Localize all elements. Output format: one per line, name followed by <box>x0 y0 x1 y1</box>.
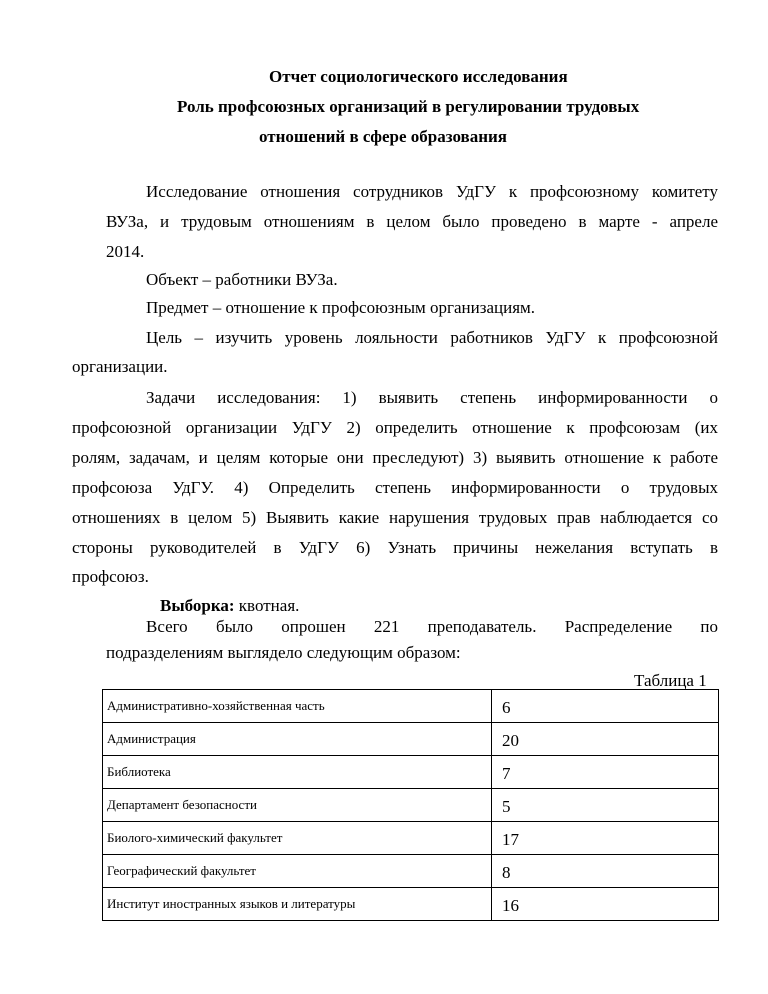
subject-line: Предмет – отношение к профсоюзным организациям. <box>146 298 536 317</box>
report-subtitle-line2: отношений в сфере образования <box>259 127 507 146</box>
sample-line <box>160 596 299 616</box>
respondent-count: 16 <box>492 888 719 921</box>
total-line-1: Всего было опрошен 221 преподаватель. Распределение по <box>146 617 718 636</box>
intro-line-1: Исследование отношения сотрудников УдГУ к профсоюзному комитету <box>146 182 718 201</box>
respondent-count: 7 <box>492 756 719 789</box>
tasks-line-5: отношениях в целом 5) Выявить какие нарушения трудовых прав наблюдается со <box>72 508 718 527</box>
tasks-line-6: стороны руководителей в УдГУ 6) Узнать причины нежелания вступать в <box>72 538 718 557</box>
department-name: Биолого-химический факультет <box>103 822 492 855</box>
department-name: Институт иностранных языков и литературы <box>103 888 492 921</box>
tasks-line-2: профсоюзной организации УдГУ 2) определить отношение к профсоюзам (их <box>72 418 718 437</box>
department-name: Департамент безопасности <box>103 789 492 822</box>
goal-line-1: Цель – изучить уровень лояльности работников УдГУ к профсоюзной <box>146 328 718 347</box>
object-line: Объект – работники ВУЗа. <box>146 270 338 289</box>
table-row <box>103 690 719 723</box>
intro-line-3: 2014. <box>106 242 145 261</box>
respondent-count: 20 <box>492 723 719 756</box>
table-row <box>103 789 719 822</box>
goal-line-2: организации. <box>72 357 168 376</box>
table-row <box>103 888 719 921</box>
report-title: Отчет социологического исследования <box>269 67 568 86</box>
respondent-count: 17 <box>492 822 719 855</box>
respondent-count: 5 <box>492 789 719 822</box>
tasks-line-1: Задачи исследования: 1) выявить степень информированности о <box>146 388 718 407</box>
table-row <box>103 756 719 789</box>
respondent-count: 6 <box>492 690 719 723</box>
total-line-2: подразделениям выглядело следующим образом: <box>106 643 461 662</box>
department-name: Библиотека <box>103 756 492 789</box>
intro-line-2: ВУЗа, и трудовым отношениям в целом было проведено в марте - апреле <box>106 212 718 231</box>
departments-table <box>102 689 719 921</box>
table-row <box>103 723 719 756</box>
tasks-line-7: профсоюз. <box>72 567 149 586</box>
respondent-count: 8 <box>492 855 719 888</box>
report-subtitle-line1: Роль профсоюзных организаций в регулировании трудовых <box>177 97 640 116</box>
tasks-line-4: профсоюза УдГУ. 4) Определить степень информированности о трудовых <box>72 478 718 497</box>
department-name: Администрация <box>103 723 492 756</box>
sample-value: квотная. <box>234 596 300 615</box>
tasks-line-3: ролям, задачам, и целям которые они преследуют) 3) выявить отношение к работе <box>72 448 718 467</box>
table-row <box>103 822 719 855</box>
table-caption: Таблица 1 <box>634 671 707 690</box>
department-name: Географический факультет <box>103 855 492 888</box>
sample-label: Выборка: <box>160 596 235 615</box>
table-row <box>103 855 719 888</box>
department-name: Административно-хозяйственная часть <box>103 690 492 723</box>
